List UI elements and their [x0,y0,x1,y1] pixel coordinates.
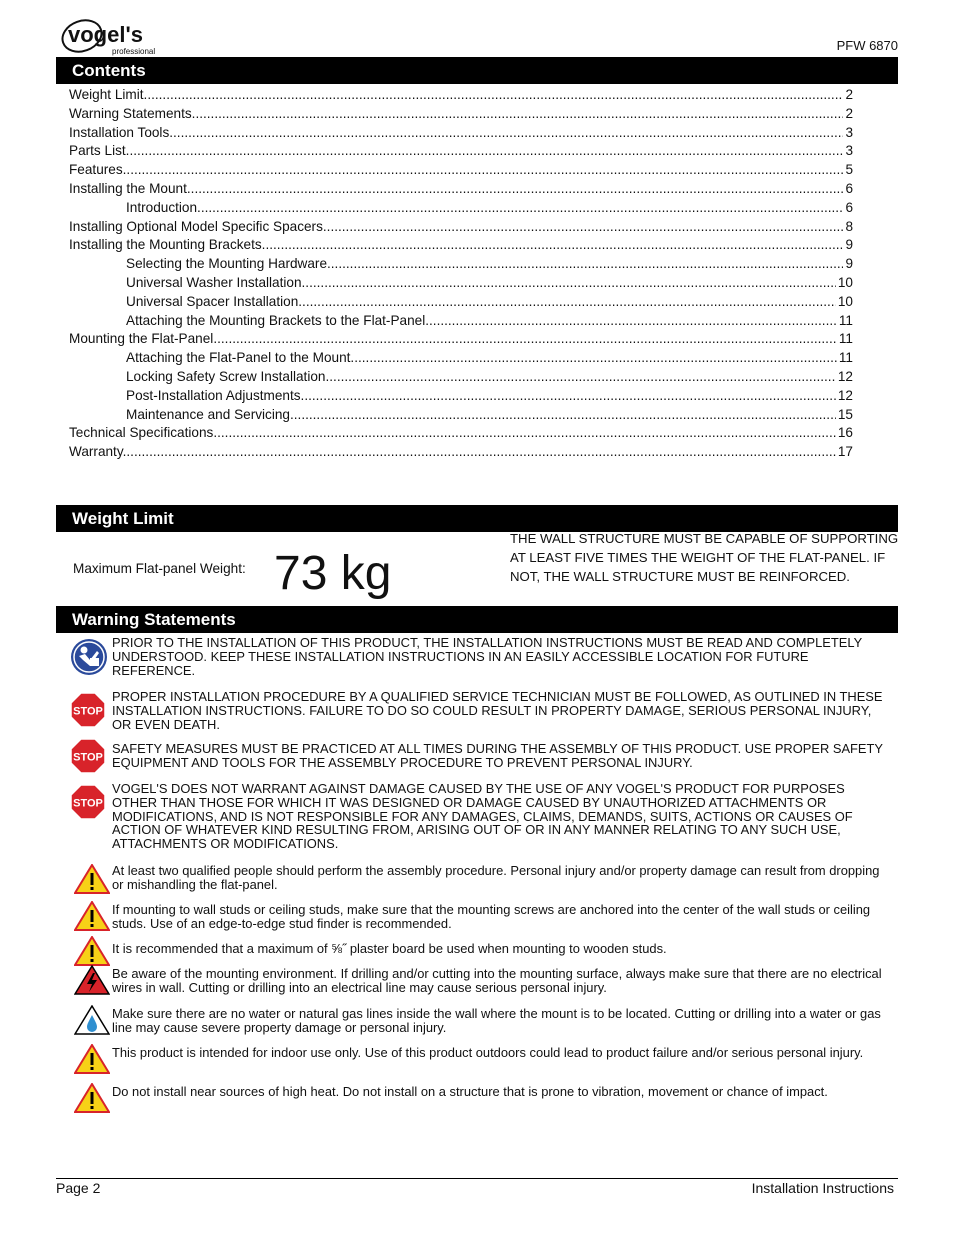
toc-entry-optional-spacers[interactable]: Installing Optional Model Specific Spacers ..... 8 [69,218,853,237]
warning-text: SAFETY MEASURES MUST BE PRACTICED AT ALL TIMES DURING THE ASSEMBLY OF THIS PRODUCT. USE PROPER SAFETY EQUIPMENT AND TOOLS FOR THE ASSEMBLY PROCEDURE TO PREVENT PERSONAL INJURY. [112,741,883,770]
toc-entry-introduction[interactable]: Introduction. ..... 6 [69,199,853,218]
toc-entry-mounting-brackets[interactable]: Installing the Mounting Brackets. ..... 9 [69,236,853,255]
toc-entry-locking-screw[interactable]: Locking Safety Screw Installation. ..... 12 [69,368,853,387]
electrical-hazard-icon [74,965,110,995]
stop-icon [70,738,106,774]
warning-text: VOGEL'S DOES NOT WARRANT AGAINST DAMAGE CAUSED BY THE USE OF ANY VOGEL'S PRODUCT FOR PURPOSES OTHER THAN THOSE FOR WHICH IT WAS DESIGNED OR DAMAGE CAUSED BY UNAUTHORIZED ATTACHMENTS OR MODIFICATIONS, AND IS NOT RESPONSIBLE FOR ANY DAMAGES, CLAIMS, DEMANDS, SUITS, ACTIONS OR CAUSES OF ACTION OF WHATEVER KIND RESULTING FROM, ARISING OUT OF OR IN ANY MANNER RELATING TO ANY SUCH USE, ATTACHMENTS OR MODIFICATIONS. [112,781,853,852]
svg-text:STOP: STOP [73,705,103,718]
toc-entry-technical-specs[interactable]: Technical Specifications. ..... 16 [69,424,853,443]
toc-entry-washer-installation[interactable]: Universal Washer Installation ..... 10 [69,274,853,293]
toc-entry-warning-statements[interactable]: Warning Statements. ..... 2 [69,105,853,124]
table-of-contents [69,86,853,462]
stop-icon [70,692,106,728]
caution-icon [74,1083,110,1113]
warning-text: It is recommended that a maximum of ⅝˝ plaster board be used when mounting to wooden studs. [112,941,667,956]
svg-text:STOP: STOP [73,797,103,810]
caution-icon [74,901,110,931]
read-manual-icon [70,638,108,676]
warning-text: PRIOR TO THE INSTALLATION OF THIS PRODUCT, THE INSTALLATION INSTRUCTIONS MUST BE READ AND COMPLETELY UNDERSTOOD. KEEP THESE INSTALLATION INSTRUCTIONS IN AN EASILY ACCESSIBLE LOCATION FOR FUTURE REFERENCE. [112,635,862,678]
caution-icon [74,936,110,966]
toc-entry-mounting-flat-panel[interactable]: Mounting the Flat-Panel. ..... 11 [69,330,853,349]
max-weight-label: Maximum Flat-panel Weight: [73,561,246,576]
svg-text:professional: professional [112,47,156,56]
toc-entry-warranty[interactable]: Warranty. ..... 17 [69,443,853,462]
toc-entry-spacer-installation[interactable]: Universal Spacer Installation ..... 10 [69,293,853,312]
toc-entry-features[interactable]: Features. ..... 5 [69,161,853,180]
toc-entry-post-installation[interactable]: Post-Installation Adjustments. ..... 12 [69,387,853,406]
toc-entry-attaching-flat-panel[interactable]: Attaching the Flat-Panel to the Mount. ..... 11 [69,349,853,368]
weight-limit-heading: Weight Limit [56,505,898,532]
max-weight-value: 73 kg [274,547,392,600]
svg-text:STOP: STOP [73,751,103,764]
toc-entry-attaching-brackets[interactable]: Attaching the Mounting Brackets to the Flat-Panel. ..... 11 [69,312,853,331]
caution-icon [74,864,110,894]
vogels-logo [60,16,170,58]
warning-statements-heading: Warning Statements [56,606,898,633]
warning-text: If mounting to wall studs or ceiling studs, make sure that the mounting screws are anchored into the center of the wall studs or ceiling studs. Use of an edge-to-edge stud finder is recommended. [112,902,871,931]
toc-entry-weight-limit[interactable]: Weight Limit. ..... 2 [69,86,853,105]
svg-text:vogel's: vogel's [68,22,143,47]
warning-text: This product is intended for indoor use only. Use of this product outdoors could lead to product failure and/or serious personal injury. [112,1045,864,1060]
model-number: PFW 6870 [836,38,898,53]
caution-icon [74,1044,110,1074]
warning-text: PROPER INSTALLATION PROCEDURE BY A QUALIFIED SERVICE TECHNICIAN MUST BE FOLLOWED, AS OUTLINED IN THESE INSTALLATION INSTRUCTIONS. FAILURE TO DO SO COULD RESULT IN PROPERTY DAMAGE, SERIOUS PERSONAL INJURY, OR EVEN DEATH. [112,689,883,732]
water-hazard-icon [74,1005,110,1035]
document-title: Installation Instructions [751,1180,894,1196]
wall-structure-note: THE WALL STRUCTURE MUST BE CAPABLE OF SUPPORTING AT LEAST FIVE TIMES THE WEIGHT OF THE FLAT-PANEL. IF NOT, THE WALL STRUCTURE MUST BE REINFORCED. [510,531,899,584]
contents-heading: Contents [56,57,898,84]
toc-entry-parts-list[interactable]: Parts List. ..... 3 [69,142,853,161]
toc-entry-installing-mount[interactable]: Installing the Mount. ..... 6 [69,180,853,199]
warning-text: At least two qualified people should perform the assembly procedure. Personal injury and/or property damage can result from dropping or mishandling the flat-panel. [112,863,880,892]
toc-entry-installation-tools[interactable]: Installation Tools. ..... 3 [69,124,853,143]
warning-text: Make sure there are no water or natural gas lines inside the wall where the mount is to be located. Cutting or drilling into a water or gas line may cause severe property damage or personal injury. [112,1006,881,1035]
footer-divider [56,1178,898,1179]
page-number: Page 2 [56,1180,101,1196]
toc-entry-selecting-hardware[interactable]: Selecting the Mounting Hardware. ..... 9 [69,255,853,274]
toc-entry-maintenance[interactable]: Maintenance and Servicing. ..... 15 [69,406,853,425]
stop-icon [70,784,106,820]
warning-text: Be aware of the mounting environment. If drilling and/or cutting into the mounting surface, always make sure that there are no electrical wires in wall. Cutting or drilling into an electrical line may cause serious personal injury. [112,966,882,995]
warning-text: Do not install near sources of high heat. Do not install on a structure that is prone to vibration, movement or chance of impact. [112,1084,828,1099]
